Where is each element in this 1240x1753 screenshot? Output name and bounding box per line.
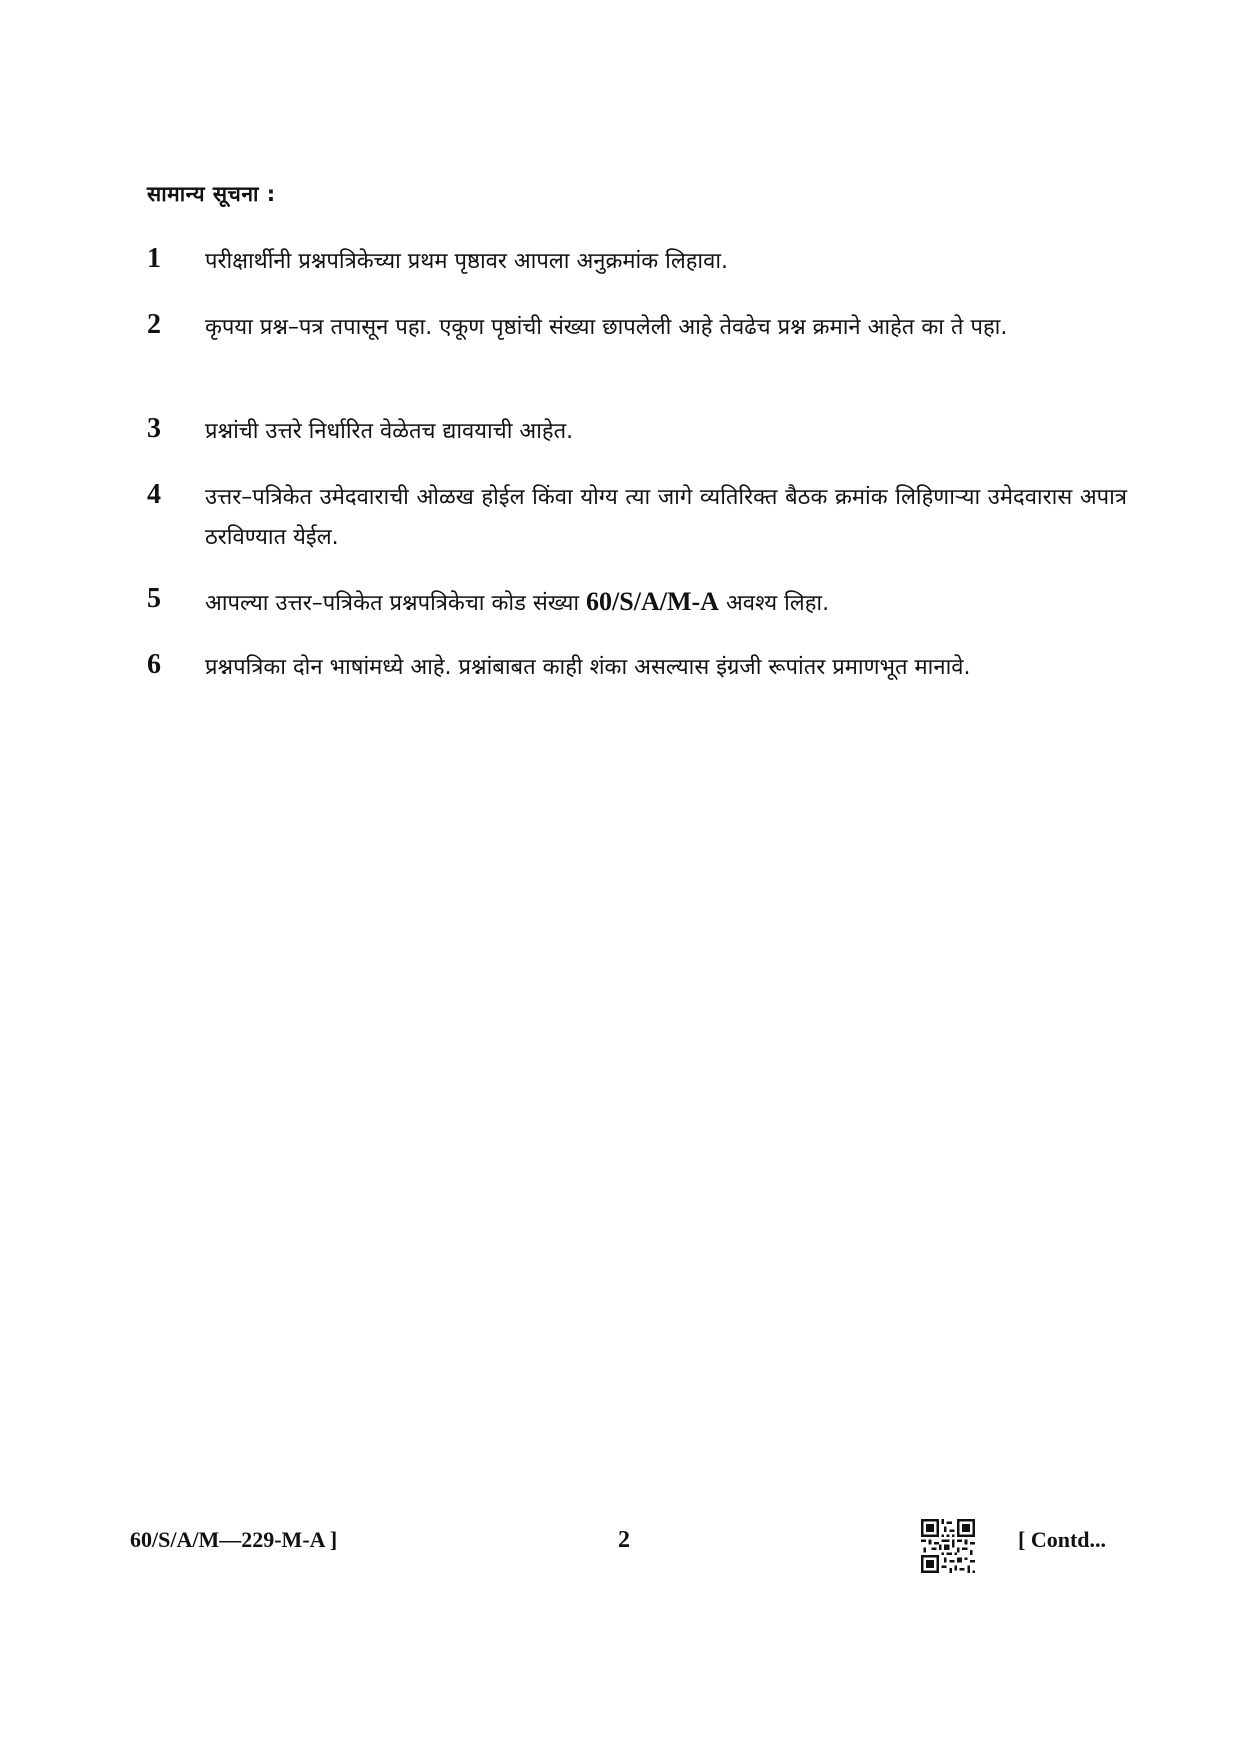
instruction-text-before-code: आपल्या उत्तर–पत्रिकेत प्रश्नपत्रिकेचा कोड संख्या <box>205 591 580 616</box>
qr-code-icon <box>921 1519 975 1573</box>
instruction-text <box>205 582 1127 624</box>
instruction-text-after-code: अवश्य लिहा. <box>725 591 830 616</box>
instruction-number: 5 <box>147 583 161 614</box>
page-number: 2 <box>618 1527 630 1553</box>
instruction-item-6 <box>147 648 1127 688</box>
instruction-item-5 <box>147 582 1127 624</box>
instruction-text: कृपया प्रश्न–पत्र तपासून पहा. एकूण पृष्ठांची संख्या छापलेली आहे तेवढेच प्रश्न क्रमाने आहेत का ते पहा. <box>205 315 1008 340</box>
instruction-item-3 <box>147 412 1127 452</box>
instruction-number: 2 <box>147 309 161 340</box>
instruction-text: उत्तर–पत्रिकेत उमेदवाराची ओळख होईल किंवा योग्य त्या जागे व्यतिरिक्त बैठक क्रमांक लिहिणाऱ्या उमेदवारास अपात्र ठरविण्यात येईल. <box>205 485 1127 550</box>
instruction-number: 6 <box>147 649 161 680</box>
footer-paper-code: 60/S/A/M—229-M-A ] <box>130 1527 338 1552</box>
instruction-number: 3 <box>147 413 161 444</box>
instruction-number: 4 <box>147 479 161 510</box>
continued-label: [ Contd... <box>1018 1527 1107 1552</box>
question-paper-code: 60/S/A/M-A <box>586 587 719 616</box>
instruction-item-4 <box>147 478 1127 558</box>
general-instructions-heading: सामान्य सूचना : <box>147 182 276 206</box>
instruction-text: परीक्षार्थीनी प्रश्नपत्रिकेच्या प्रथम पृष्ठावर आपला अनुक्रमांक लिहावा. <box>205 249 729 274</box>
instruction-text: प्रश्नांची उत्तरे निर्धारित वेळेतच द्यावयाची आहेत. <box>205 419 574 444</box>
instruction-item-1 <box>147 242 1127 282</box>
instruction-text: प्रश्नपत्रिका दोन भाषांमध्ये आहे. प्रश्नांबाबत काही शंका असल्यास इंग्रजी रूपांतर प्रमाणभूत मानावे. <box>205 655 971 680</box>
instruction-item-2 <box>147 308 1127 348</box>
instruction-number: 1 <box>147 243 161 274</box>
